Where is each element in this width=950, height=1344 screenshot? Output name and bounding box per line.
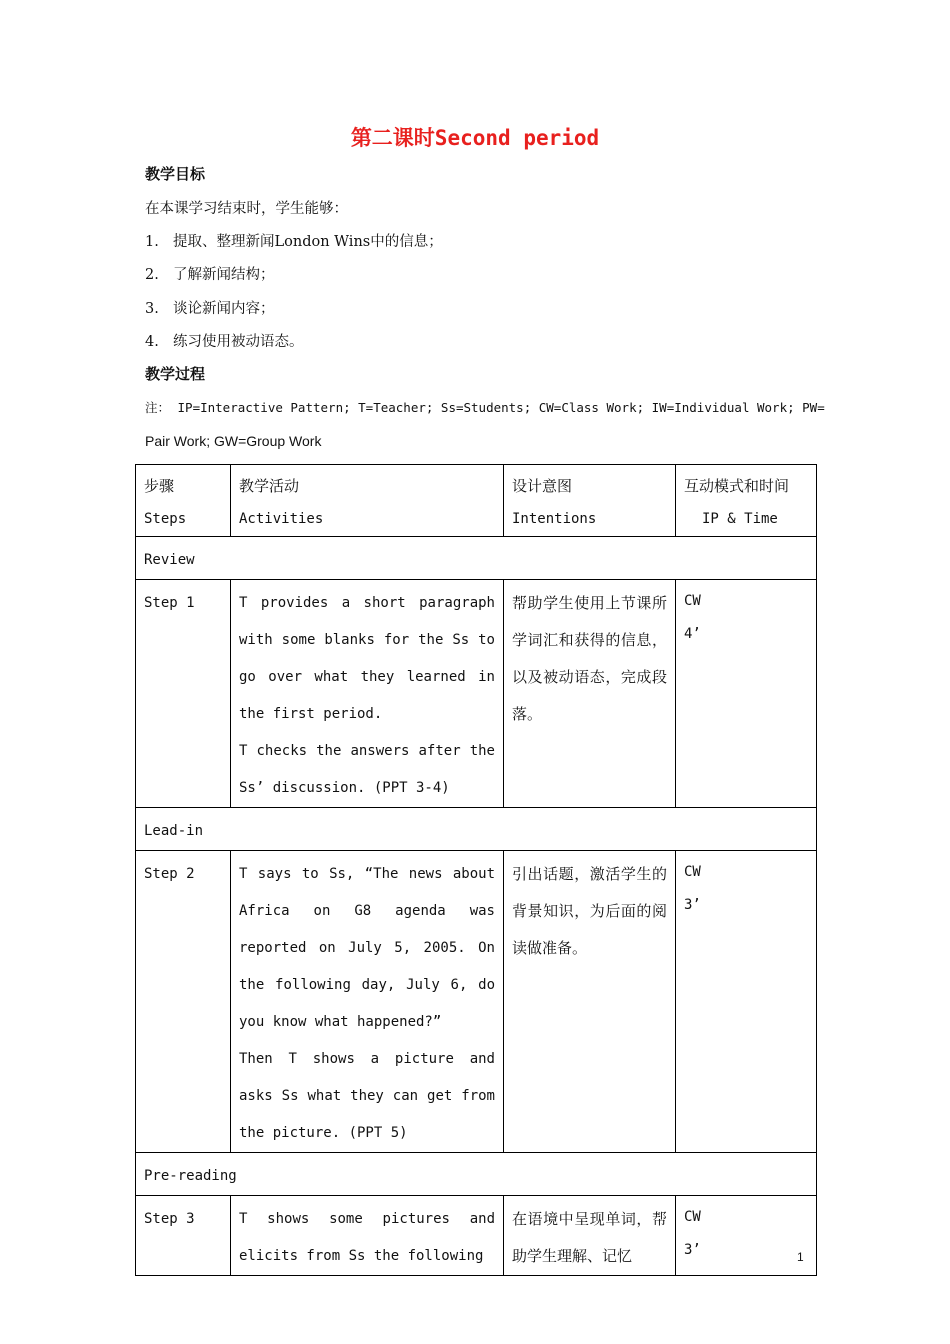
objective-item: [145, 330, 304, 351]
header-steps-en: Steps: [144, 511, 187, 527]
header-ip-en: IP & Time: [702, 511, 778, 527]
ip-mode: CW: [684, 593, 701, 609]
activity-cell: [231, 851, 504, 1153]
ip-time-cell: [676, 580, 817, 808]
header-steps: [136, 465, 231, 537]
table-row: [136, 1196, 817, 1276]
activity-cell: T shows some pictures and elicits from Ss the following: [231, 1196, 504, 1276]
activity-text: T says to Ss, “The news about Africa on G8 agenda was reported on July 5, 2005. On the following day, July 6, do you know what happened?”: [239, 866, 495, 1030]
ip-time-cell: [676, 1196, 817, 1276]
table-header-row: [136, 465, 817, 537]
section-label: Review: [136, 537, 817, 580]
objective-number: 1.: [145, 234, 159, 250]
objective-item: [145, 263, 275, 284]
intention-cell: 引出话题，激活学生的背景知识，为后面的阅读做准备。: [504, 851, 676, 1153]
page-number: 1: [797, 1250, 804, 1264]
header-intentions-en: Intentions: [512, 511, 597, 527]
step-cell: Step 1: [136, 580, 231, 808]
activity-text: T checks the answers after the Ss’ discussion. (PPT 3-4): [239, 743, 495, 796]
abbreviation-note-continued: Pair Work; GW=Group Work: [145, 433, 322, 449]
activity-cell: [231, 580, 504, 808]
objective-text: 练习使用被动语态。: [173, 334, 304, 350]
objectives-intro: 在本课学习结束时，学生能够：: [145, 201, 348, 217]
section-row-pre-reading: [136, 1153, 817, 1196]
activity-text: Then T shows a picture and asks Ss what they can get from the picture. (PPT 5): [239, 1051, 495, 1141]
page-title: 第二课时Second period: [350, 126, 600, 150]
teaching-process-table: [135, 464, 817, 1276]
objective-number: 3.: [145, 301, 159, 317]
objectives-heading: 教学目标: [145, 165, 206, 183]
ip-mode: CW: [684, 864, 701, 880]
process-heading: 教学过程: [145, 365, 206, 383]
section-row-review: [136, 537, 817, 580]
header-intentions: [504, 465, 676, 537]
header-activities-cn: 教学活动: [239, 477, 300, 495]
intention-cell: 在语境中呈现单词，帮助学生理解、记忆: [504, 1196, 676, 1276]
section-label: Pre-reading: [136, 1153, 817, 1196]
ip-time: 3’: [684, 897, 701, 913]
table-row: [136, 851, 817, 1153]
ip-time: 3’: [684, 1242, 701, 1258]
header-ip-cn: 互动模式和时间: [684, 477, 790, 495]
objective-text: 了解新闻结构；: [173, 267, 275, 283]
step-cell: Step 3: [136, 1196, 231, 1276]
header-ip-time: [676, 465, 817, 537]
objective-number: 2.: [145, 267, 159, 283]
objective-text: 提取、整理新闻London Wins中的信息；: [173, 234, 443, 250]
header-activities-en: Activities: [239, 511, 324, 527]
ip-time-cell: [676, 851, 817, 1153]
header-steps-cn: 步骤: [144, 477, 175, 495]
ip-time: 4’: [684, 626, 701, 642]
intention-cell: 帮助学生使用上节课所学词汇和获得的信息，以及被动语态，完成段落。: [504, 580, 676, 808]
objective-item: [145, 230, 443, 251]
step-cell: Step 2: [136, 851, 231, 1153]
header-activities: [231, 465, 504, 537]
activity-text: T provides a short paragraph with some blanks for the Ss to go over what they learned in the first period.: [239, 595, 495, 722]
ip-mode: CW: [684, 1209, 701, 1225]
section-row-lead-in: [136, 808, 817, 851]
objective-text: 谈论新闻内容；: [173, 301, 275, 317]
objective-item: [145, 297, 275, 318]
objective-number: 4.: [145, 334, 159, 350]
abbreviation-note: 注： IP=Interactive Pattern; T=Teacher; Ss=Students; CW=Class Work; IW=Individual Work; PW=: [145, 400, 825, 415]
header-intentions-cn: 设计意图: [512, 477, 573, 495]
table-row: [136, 580, 817, 808]
section-label: Lead-in: [136, 808, 817, 851]
